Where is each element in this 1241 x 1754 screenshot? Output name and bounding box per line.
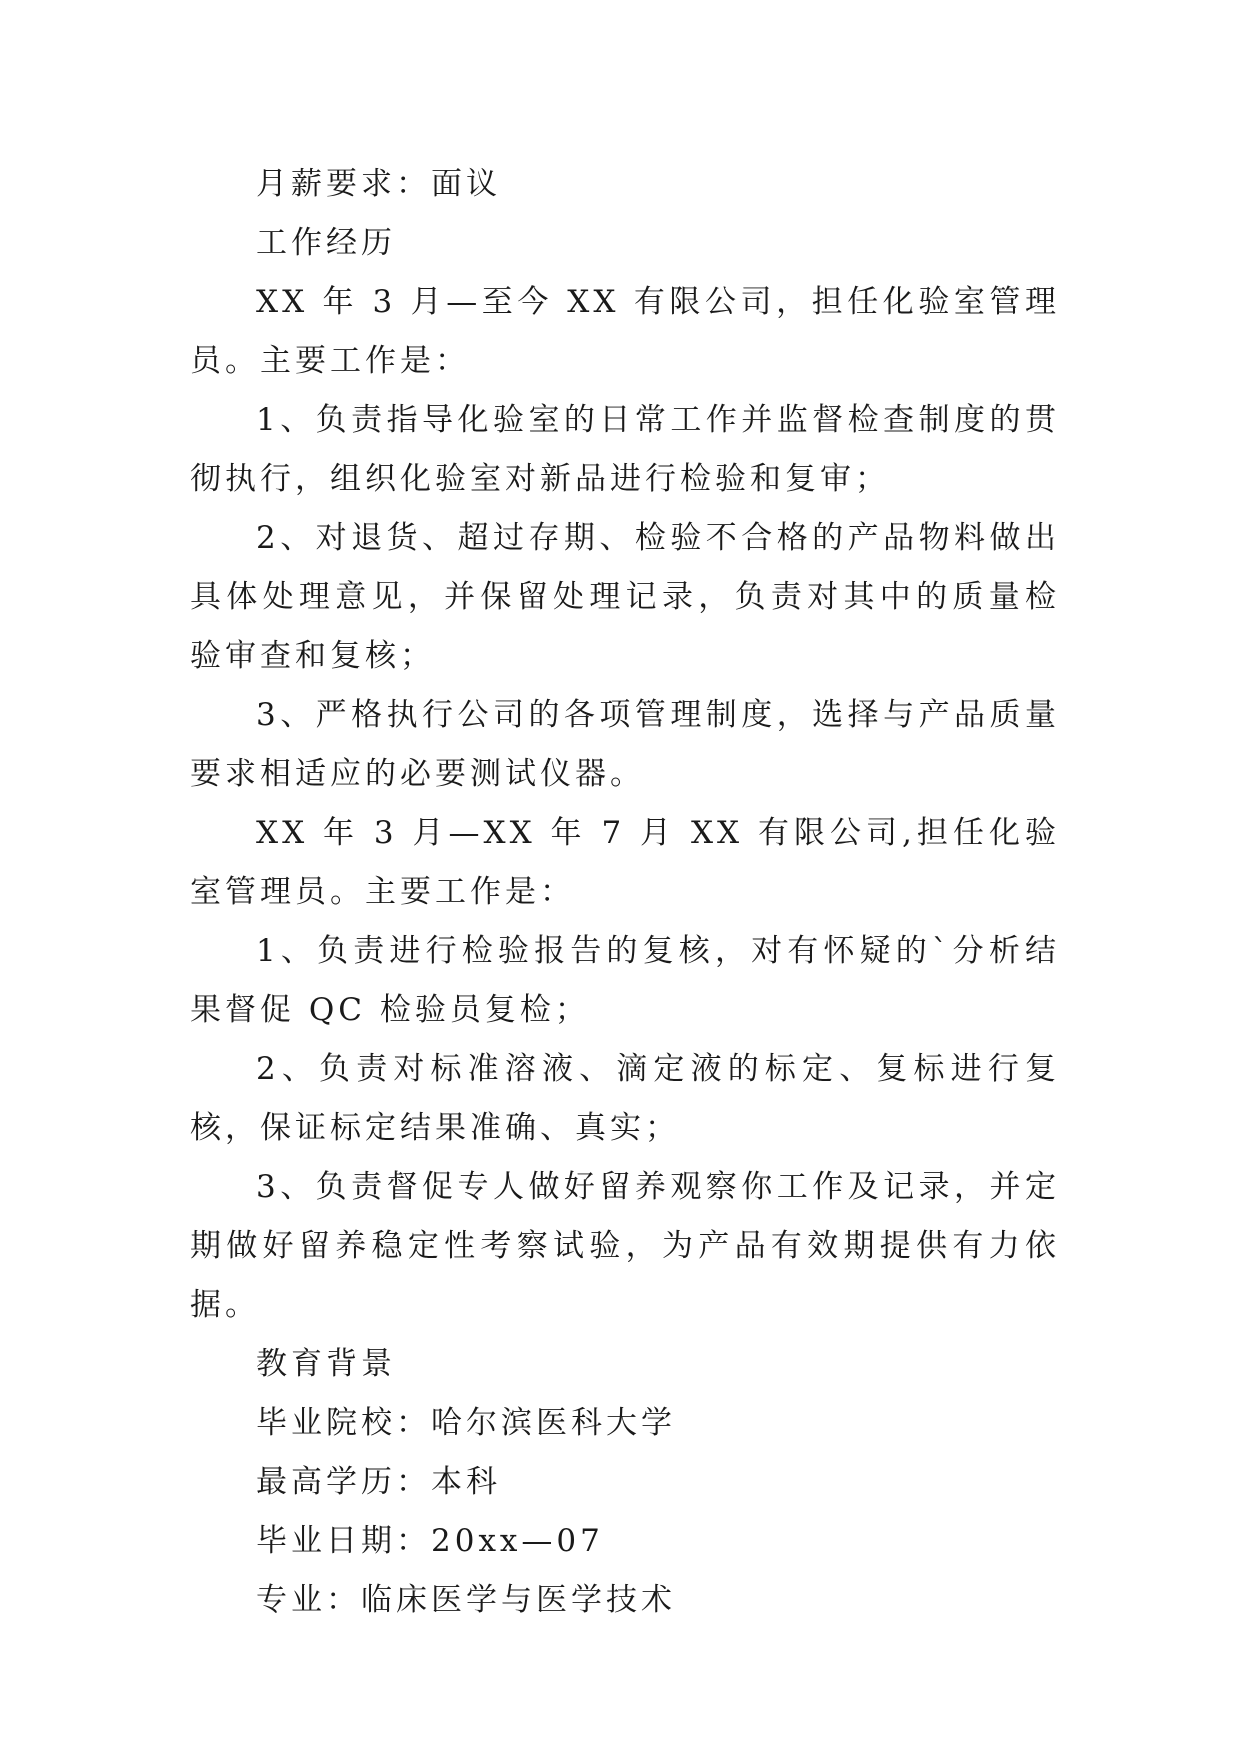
work-entry-1-duty-1: 1、负责指导化验室的日常工作并监督检查制度的贯彻执行，组织化验室对新品进行检验和复审； bbox=[190, 402, 1060, 497]
education-major: 专业：临床医学与医学技术 bbox=[256, 1582, 676, 1618]
education-degree: 最高学历：本科 bbox=[256, 1464, 501, 1500]
work-entry-2: XX 年 3 月—XX 年 7 月 XX 有限公司,担任化验室管理员。主要工作是： bbox=[190, 815, 1060, 910]
work-entry-2-duty-3: 3、负责督促专人做好留养观察你工作及记录，并定期做好留养稳定性考察试验，为产品有效期提供有力依据。 bbox=[190, 1169, 1060, 1323]
work-entry-1-duty-2: 2、对退货、超过存期、检验不合格的产品物料做出具体处理意见，并保留处理记录，负责对其中的质量检验审查和复核； bbox=[190, 520, 1060, 674]
work-entry-2-duty-2: 2、负责对标准溶液、滴定液的标定、复标进行复核，保证标定结果准确、真实； bbox=[190, 1051, 1060, 1146]
work-entry-1: XX 年 3 月—至今 XX 有限公司，担任化验室管理员。主要工作是： bbox=[190, 284, 1060, 379]
work-entry-2-duty-1: 1、负责进行检验报告的复核，对有怀疑的`分析结果督促 QC 检验员复检； bbox=[190, 933, 1060, 1028]
education-school: 毕业院校：哈尔滨医科大学 bbox=[256, 1405, 676, 1441]
section-heading-work-experience: 工作经历 bbox=[256, 225, 396, 261]
salary-requirement: 月薪要求：面议 bbox=[256, 166, 501, 202]
document-body bbox=[190, 155, 1060, 1630]
education-graduation-date: 毕业日期：20xx—07 bbox=[256, 1523, 604, 1559]
work-entry-1-duty-3: 3、严格执行公司的各项管理制度，选择与产品质量要求相适应的必要测试仪器。 bbox=[190, 697, 1060, 792]
section-heading-education: 教育背景 bbox=[256, 1346, 396, 1382]
